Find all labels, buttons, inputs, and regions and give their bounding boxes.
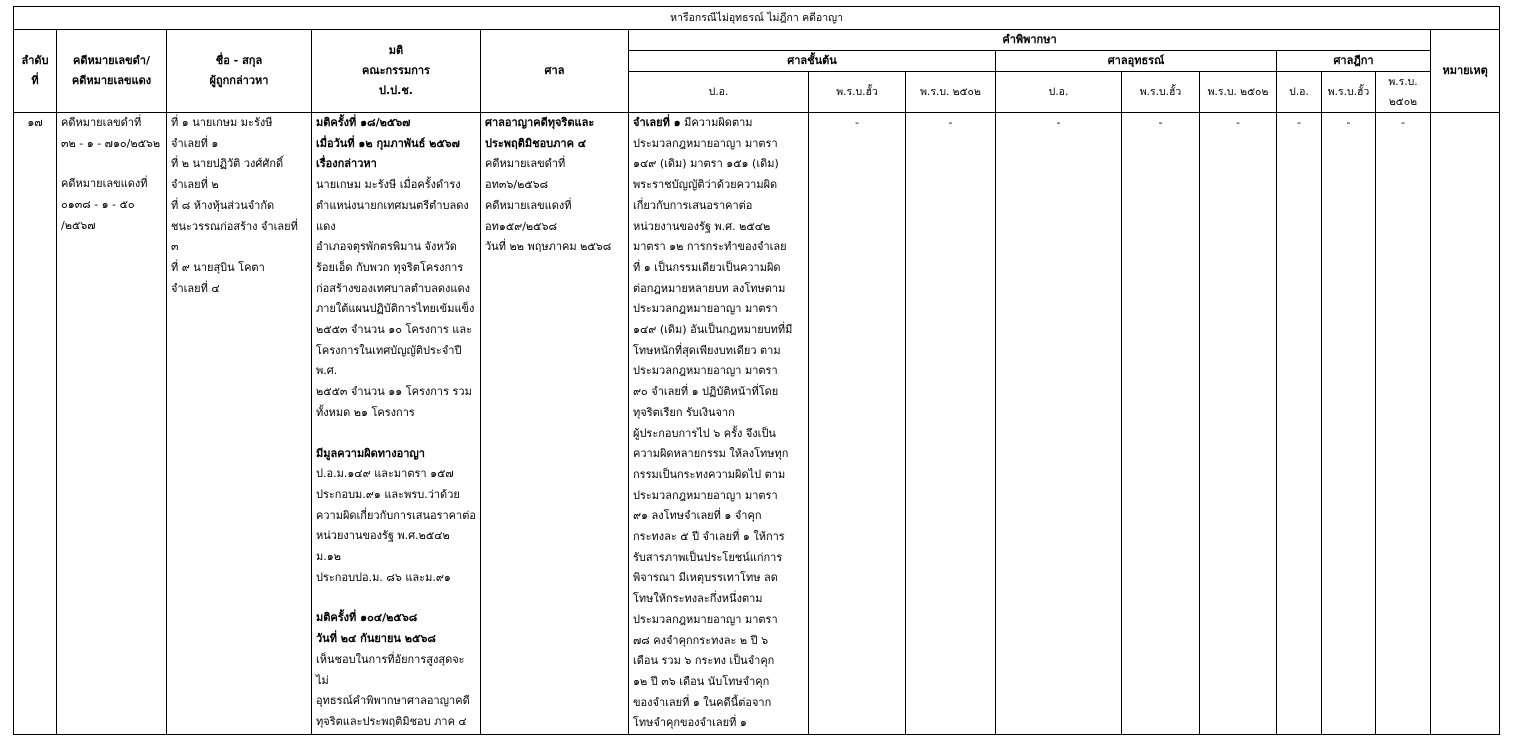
header-appeal-po: ป.อ. (996, 72, 1122, 113)
cell-names: ที่ ๑ นายเกษม มะรังษี จำเลยที่ ๑ ที่ ๒ นายปฏิวัติ วงศ์ศักดิ์ จำเลยที่ ๒ ที่ ๘ ห้างหุ้นส่วนจำกัด ชนะวรรณก่อสร้าง จำเลยที่ ๓ ที่ ๙ นายสุบิน โคตา จำเลยที่ ๔ (167, 113, 312, 735)
header-appeal-2502-act: พ.ร.บ. ๒๕๐๒ (1200, 72, 1277, 113)
header-resolution: มติ คณะกรรมการ ป.ป.ช. (312, 30, 481, 113)
header-court-supreme: ศาลฎีกา (1277, 51, 1431, 72)
header-judgment: คำพิพากษา (629, 30, 1431, 51)
cell-appeal-po: - (996, 113, 1122, 735)
header-court-appeal: ศาลอุทธรณ์ (996, 51, 1277, 72)
header-supreme-po: ป.อ. (1277, 72, 1322, 113)
table-title: หารือกรณีไม่อุทธรณ์ ไม่ฎีกา คดีอาญา (14, 7, 1500, 30)
cell-first-2502-act: - (906, 113, 996, 735)
cell-order: ๑๗ (14, 113, 57, 735)
header-name: ชื่อ - สกุล ผู้ถูกกล่าวหา (167, 30, 312, 113)
case-table (13, 6, 1500, 735)
cell-appeal-bribe-act: - (1122, 113, 1200, 735)
cell-supreme-po: - (1277, 113, 1322, 735)
cell-judgment-first-po: จำเลยที่ ๑ มีความผิดตาม ประมวลกฎหมายอาญา มาตรา ๑๔๙ (เดิม) มาตรา ๑๕๑ (เดิม) พระราชบัญญัติว่าด้วยความผิด เกี่ยวกับการเสนอราคาต่อ หน่วยงานของรัฐ พ.ศ. ๒๕๔๒ มาตรา ๑๒ การกระทำของจำเลย ที่ ๑ เป็นกรรมเดียวเป็นความผิด ต่อกฎหมายหลายบท ลงโทษตาม ประมวลกฎหมายอาญา มาตรา ๑๔๙ (เดิม) อันเป็นกฎหมายบทที่มี โทษหนักที่สุดเพียงบทเดียว ตาม ประมวลกฎหมายอาญา มาตรา ๙๐ จำเลยที่ ๑ ปฏิบัติหน้าที่โดย ทุจริตเรียก รับเงินจาก ผู้ประกอบการไป ๖ ครั้ง จึงเป็น ความผิดหลายกรรม ให้ลงโทษทุก กรรมเป็นกระทงความผิดไป ตาม ประมวลกฎหมายอาญา มาตรา ๙๑ ลงโทษจำเลยที่ ๑ จำคุก กระทงละ ๕ ปี จำเลยที่ ๑ ให้การ รับสารภาพเป็นประโยชน์แก่การ พิจารณา มีเหตุบรรเทาโทษ ลด โทษให้กระทงละกึ่งหนึ่งตาม ประมวลกฎหมายอาญา มาตรา ๗๘ คงจำคุกกระทงละ ๒ ปี ๖ เดือน รวม ๖ กระทง เป็นจำคุก ๑๒ ปี ๓๖ เดือน นับโทษจำคุก ของจำเลยที่ ๑ ในคดีนี้ต่อจาก โทษจำคุกของจำเลยที่ ๑ (629, 113, 809, 735)
table-row (14, 113, 1500, 735)
header-remark: หมายเหตุ (1431, 30, 1500, 113)
header-supreme-bribe-act: พ.ร.บ.ฮั้ว (1322, 72, 1376, 113)
header-order: ลำดับ ที่ (14, 30, 57, 113)
cell-remark (1431, 113, 1500, 735)
header-first-2502-act: พ.ร.บ. ๒๕๐๒ (906, 72, 996, 113)
cell-case-number: คดีหมายเลขดำที่ ๓๒ - ๑ - ๗๑๐/๒๕๖๒ คดีหมายเลขแดงที่ ๐๑๓๘ - ๑ - ๕๐ /๒๕๖๗ (57, 113, 167, 735)
cell-supreme-bribe-act: - (1322, 113, 1376, 735)
cell-resolution: มติครั้งที่ ๑๘/๒๕๖๗ เมื่อวันที่ ๑๒ กุมภาพันธ์ ๒๕๖๗ เรื่องกล่าวหา นายเกษม มะรังษี เมื่อครั้งดำรง ตำแหน่งนายกเทศมนตรีตำบลดงแดง อำเภอจตุรพักตรพิมาน จังหวัด ร้อยเอ็ด กับพวก ทุจริตโครงการ ก่อสร้างของเทศบาลตำบลดงแดง ภายใต้แผนปฏิบัติการไทยเข้มแข็ง ๒๕๕๓ จำนวน ๑๐ โครงการ และ โครงการในเทศบัญญัติประจำปี พ.ศ. ๒๕๕๓ จำนวน ๑๑ โครงการ รวม ทั้งหมด ๒๑ โครงการ มีมูลความผิดทางอาญา ป.อ.ม.๑๔๙ และมาตรา ๑๕๗ ประกอบม.๙๑ และพรบ.ว่าด้วย ความผิดเกี่ยวกับการเสนอราคาต่อ หน่วยงานของรัฐ พ.ศ.๒๕๔๒ ม.๑๒ ประกอบปอ.ม. ๘๖ และม.๙๑ มติครั้งที่ ๑๐๔/๒๕๖๘ วันที่ ๒๔ กันยายน ๒๕๖๘ เห็นชอบในการที่อัยการสูงสุดจะไม่ อุทธรณ์คำพิพากษาศาลอาญาคดี ทุจริตและประพฤติมิชอบ ภาค ๔ (312, 113, 481, 735)
header-case-number: คดีหมายเลขดำ/ คดีหมายเลขแดง (57, 30, 167, 113)
header-first-bribe-act: พ.ร.บ.ฮั้ว (809, 72, 906, 113)
header-court-first-instance: ศาลชั้นต้น (629, 51, 996, 72)
cell-supreme-2502-act: - (1376, 113, 1431, 735)
cell-first-bribe-act: - (809, 113, 906, 735)
header-court: ศาล (481, 30, 629, 113)
header-first-po: ป.อ. (629, 72, 809, 113)
cell-appeal-2502-act: - (1200, 113, 1277, 735)
cell-court: ศาลอาญาคดีทุจริตและ ประพฤติมิชอบภาค ๔ คดีหมายเลขดำที่ อท๓๖/๒๕๖๘ คดีหมายเลขแดงที่ อท๑๕๙/๒๕๖๘ วันที่ ๒๒ พฤษภาคม ๒๕๖๘ (481, 113, 629, 735)
header-appeal-bribe-act: พ.ร.บ.ฮั้ว (1122, 72, 1200, 113)
header-supreme-2502-act: พ.ร.บ. ๒๕๐๒ (1376, 72, 1431, 113)
